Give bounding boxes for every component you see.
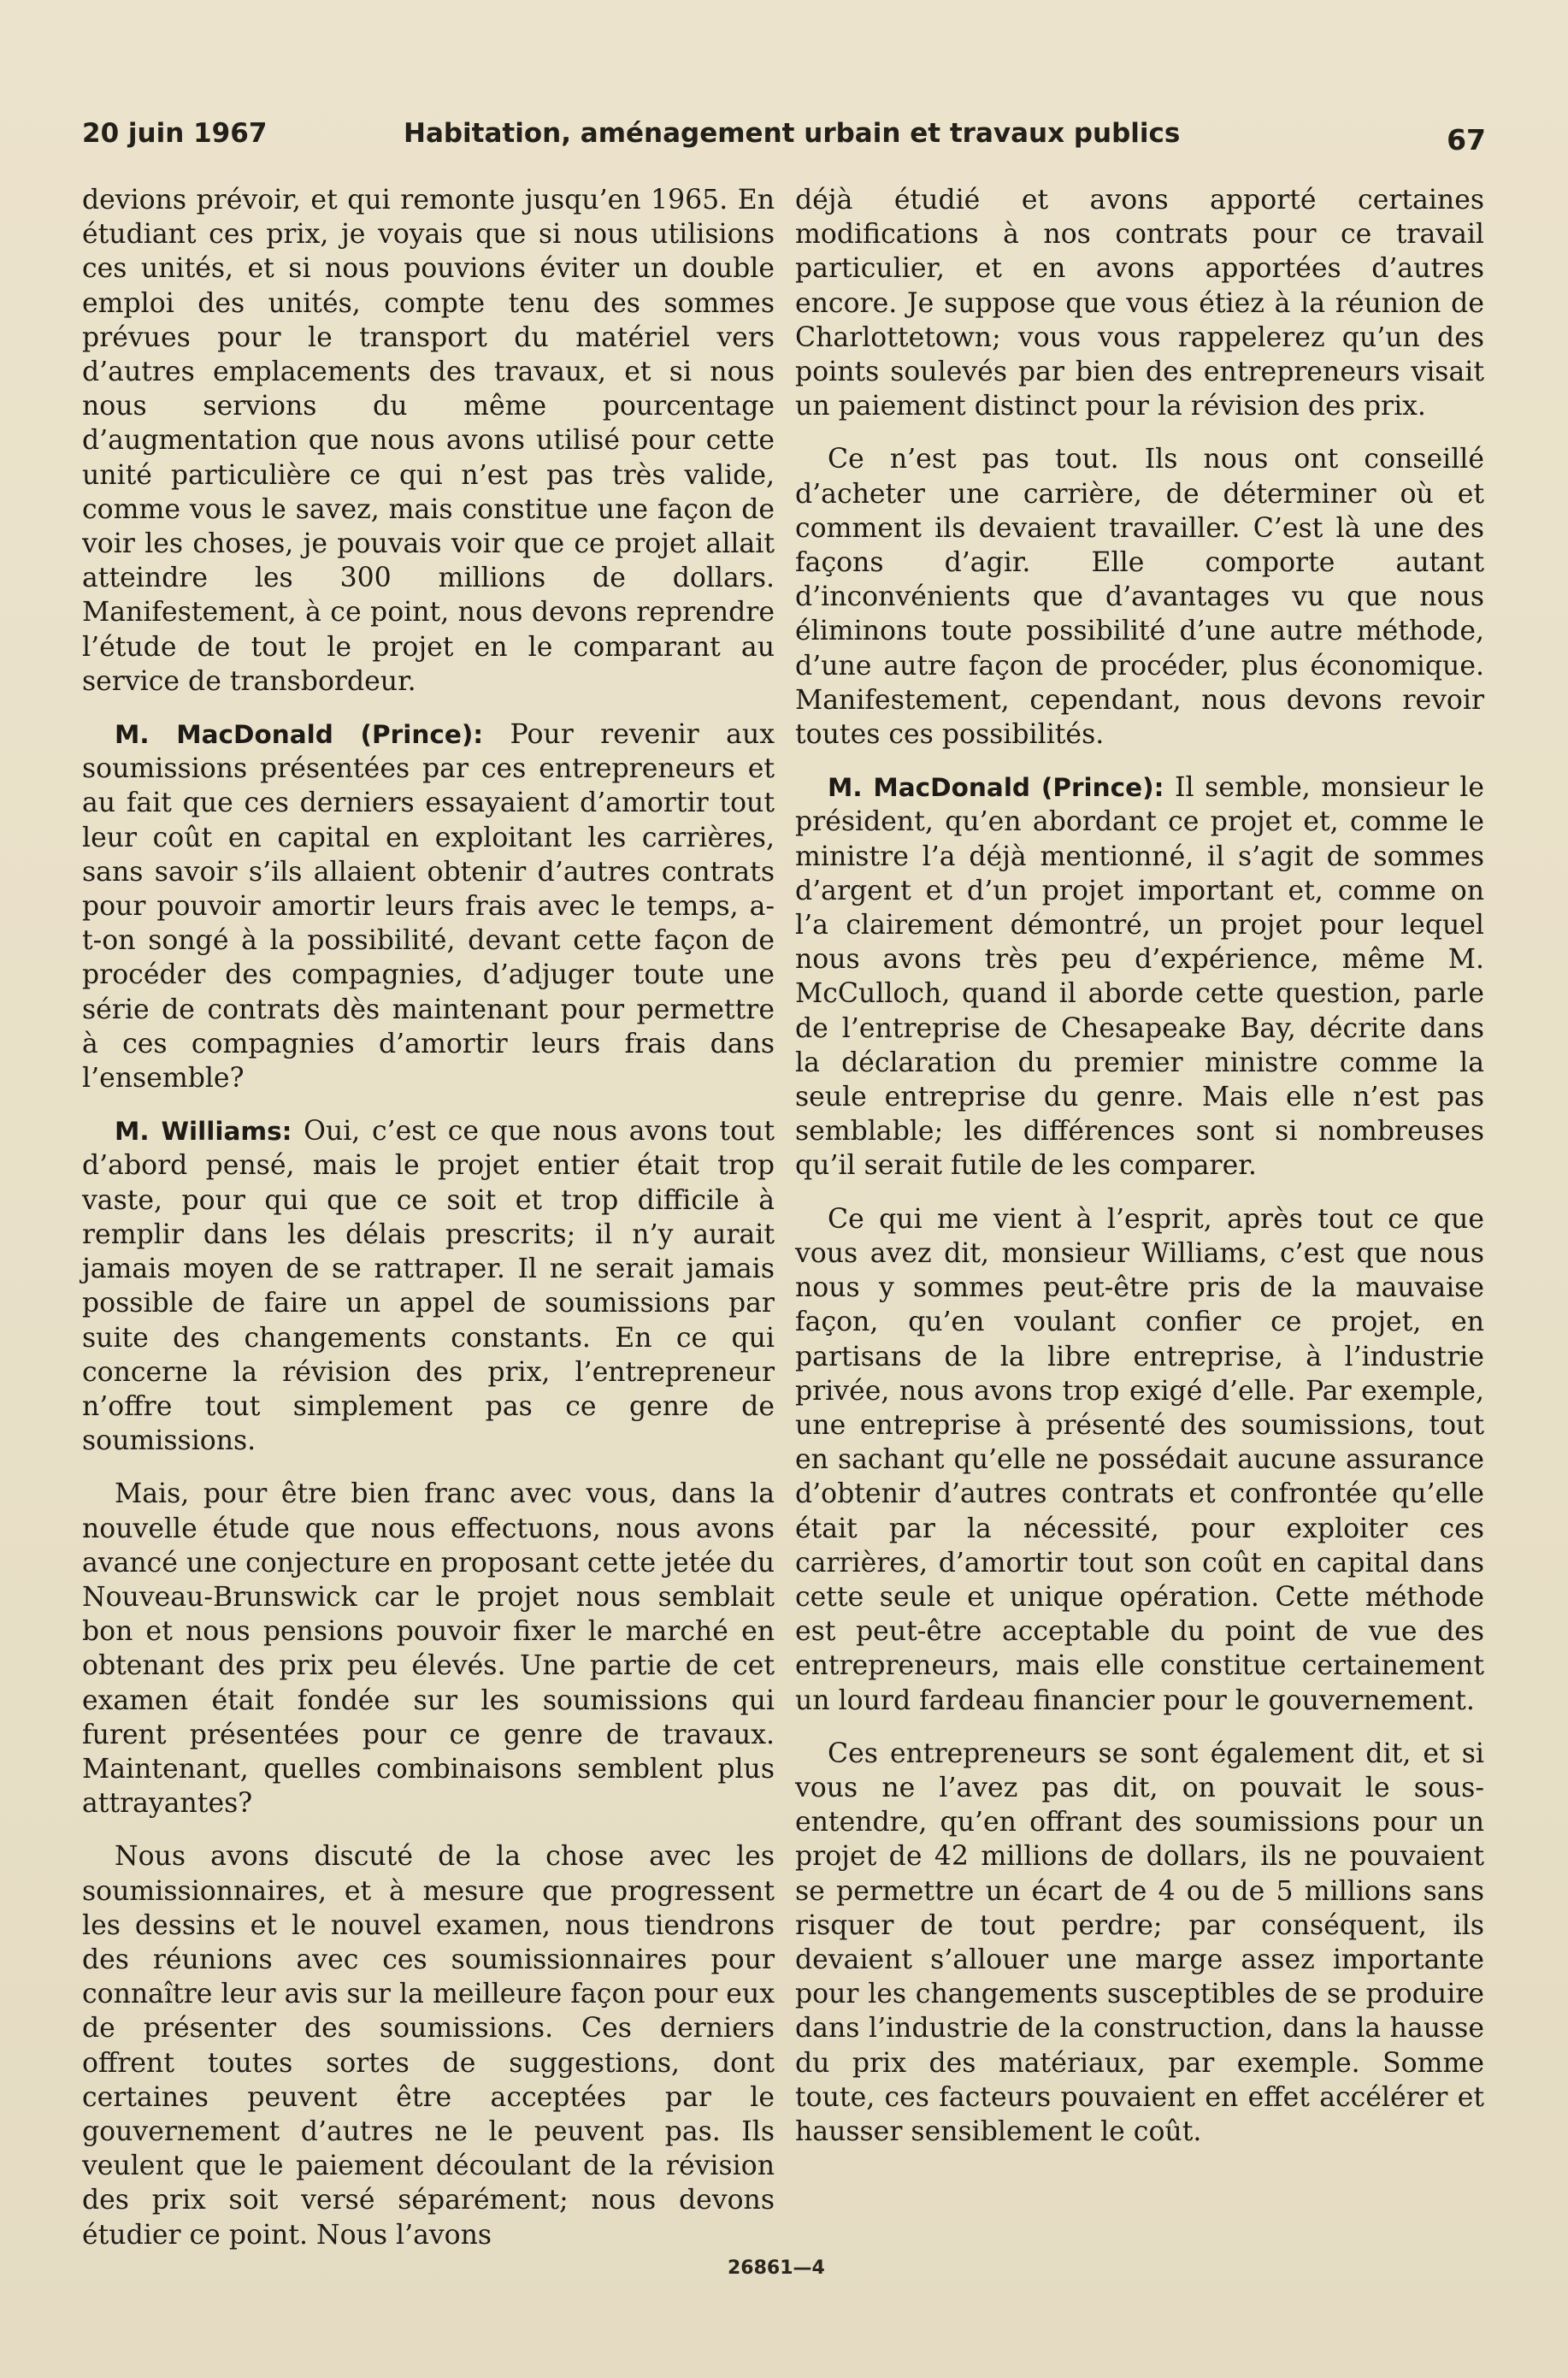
paragraph — [795, 183, 1484, 423]
paragraph — [82, 1114, 775, 1458]
speaker-name: M. Williams: — [115, 1117, 292, 1147]
paragraph — [82, 1477, 775, 1820]
header-title: Habitation, aménagement urbain et travaux publics — [404, 118, 1181, 149]
right-column — [795, 183, 1484, 2168]
paragraph — [795, 1202, 1484, 1718]
paragraph — [795, 770, 1484, 1183]
paragraph-text: Ce qui me vient à l’esprit, après tout ce que vous avez dit, monsieur Williams, c’est que nous nous y sommes peut-être pris de la mauvaise façon, qu’en voulant confier ce projet, en partisans de la libre entreprise, à l’industrie privée, nous avons trop exigé d’elle. Par exemple, une entreprise à présenté des soumissions, tout en sachant qu’elle ne possédait aucune assurance d’obtenir d’autres contrats et confrontée qu’elle était par la nécessité, pour exploiter ces carrières, d’amortir tout son coût en capital dans cette seule et unique opération. Cette méthode est peut-être acceptable du point de vue des entrepreneurs, mais elle constitue certainement un lourd fardeau financier pour le gouvernement. — [795, 1203, 1484, 1716]
speaker-name: M. MacDonald (Prince): — [115, 720, 484, 750]
paragraph-text: Pour revenir aux soumissions présentées par ces entrepreneurs et au fait que ces derniers essayaient d’amortir tout leur coût en capital en exploitant les carrières, sans savoir s’ils allaient obtenir d’autres contrats pour pouvoir amortir leurs frais avec le temps, a-t-on songé à la possibilité, devant cette façon de procéder des compagnies, d’adjuger toute une série de contrats dès maintenant pour permettre à ces compagnies d’amortir leurs frais dans l’ensemble? — [82, 719, 775, 1095]
paragraph-text: Ce n’est pas tout. Ils nous ont conseillé d’acheter une carrière, de déterminer où et comment ils devaient travailler. C’est là une des façons d’agir. Elle comporte autant d’inconvénients que d’avantages vu que nous éliminons toute possibilité d’une autre méthode, d’une autre façon de procéder, plus économique. Manifestement, cependant, nous devons revoir toutes ces possibilités. — [795, 444, 1484, 751]
paragraph-text: Nous avons discuté de la chose avec les soumissionnaires, et à mesure que progressent les dessins et le nouvel examen, nous tiendrons des réunions avec ces soumissionnaires pour connaître leur avis sur la meilleure façon pour eux de présenter des soumissions. Ces derniers offrent toutes sortes de suggestions, dont certaines peuvent être acceptées par le gouvernement d’autres ne le peuvent pas. Ils veulent que le paiement découlant de la révision des prix soit versé séparément; nous devons étudier ce point. Nous l’avons — [82, 1841, 775, 2251]
paragraph-text: déjà étudié et avons apporté certaines modifications à nos contrats pour ce travail particulier, et en avons apportées d’autres encore. Je suppose que vous étiez à la réunion de Charlottetown; vous vous rappelerez qu’un des points soulevés par bien des entrepreneurs visait un paiement distinct pour la révision des prix. — [795, 185, 1484, 422]
paragraph — [795, 442, 1484, 752]
printer-signature: 26861—4 — [728, 2257, 825, 2279]
paragraph-text: Ces entrepreneurs se sont également dit, et si vous ne l’avez pas dit, on pouvait le sous-entendre, qu’en offrant des soumissions pour un projet de 42 millions de dollars, ils ne pouvaient se permettre un écart de 4 ou de 5 millions sans risquer de tout perdre; par conséquent, ils devaient s’allouer une marge assez importante pour les changements susceptibles de se produire dans l’industrie de la construction, dans la hausse du prix des matériaux, par exemple. Somme toute, ces facteurs pouvaient en effet accélérer et hausser sensiblement le coût. — [795, 1738, 1484, 2147]
paragraph — [795, 1737, 1484, 2149]
paragraph — [82, 183, 775, 699]
left-column — [82, 183, 775, 2271]
paragraph-text: Mais, pour être bien franc avec vous, dans la nouvelle étude que nous effectuons, nous avons avancé une conjecture en proposant cette jetée du Nouveau-Brunswick car le projet nous semblait bon et nous pensions pouvoir fixer le marché en obtenant des prix peu élevés. Une partie de cet examen était fondée sur les soumissions qui furent présentées pour ce genre de travaux. Maintenant, quelles combinaisons semblent plus attrayantes? — [82, 1478, 775, 1820]
paragraph-text: Oui, c’est ce que nous avons tout d’abord pensé, mais le projet entier était trop vaste, pour qui que ce soit et trop difficile à remplir dans les délais prescrits; il n’y aurait jamais moyen de se rattraper. Il ne serait jamais possible de faire un appel de soumissions par suite des changements constants. En ce qui concerne la révision des prix, l’entrepreneur n’offre tout simplement pas ce genre de soumissions. — [82, 1116, 775, 1457]
page-number: 67 — [1447, 123, 1486, 156]
paragraph — [82, 1839, 775, 2251]
speaker-name: M. MacDonald (Prince): — [828, 773, 1164, 803]
paragraph-text: Il semble, monsieur le président, qu’en abordant ce projet et, comme le ministre l’a déjà mentionné, il s’agit de sommes d’argent et d’un projet important et, comme on l’a clairement démontré, un projet pour lequel nous avons très peu d’expérience, même M. McCulloch, quand il aborde cette question, parle de l’entreprise de Chesapeake Bay, décrite dans la déclaration du premier ministre comme la seule entreprise du genre. Mais elle n’est pas semblable; les différences sont si nombreuses qu’il serait futile de les comparer. — [795, 772, 1484, 1182]
paragraph — [82, 717, 775, 1095]
header-date: 20 juin 1967 — [82, 118, 268, 149]
paragraph-text: devions prévoir, et qui remonte jusqu’en 1965. En étudiant ces prix, je voyais que si nous utilisions ces unités, et si nous pouvions éviter un double emploi des unités, compte tenu des sommes prévues pour le transport du matériel vers d’autres emplacements des travaux, et si nous nous servions du même pourcentage d’augmentation que nous avons utilisé pour cette unité particulière ce qui n’est pas très valide, comme vous le savez, mais constitue une façon de voir les choses, je pouvais voir que ce projet allait atteindre les 300 millions de dollars. Manifestement, à ce point, nous devons reprendre l’étude de tout le projet en le comparant au service de transbordeur. — [82, 185, 775, 697]
page-header — [82, 118, 1486, 161]
